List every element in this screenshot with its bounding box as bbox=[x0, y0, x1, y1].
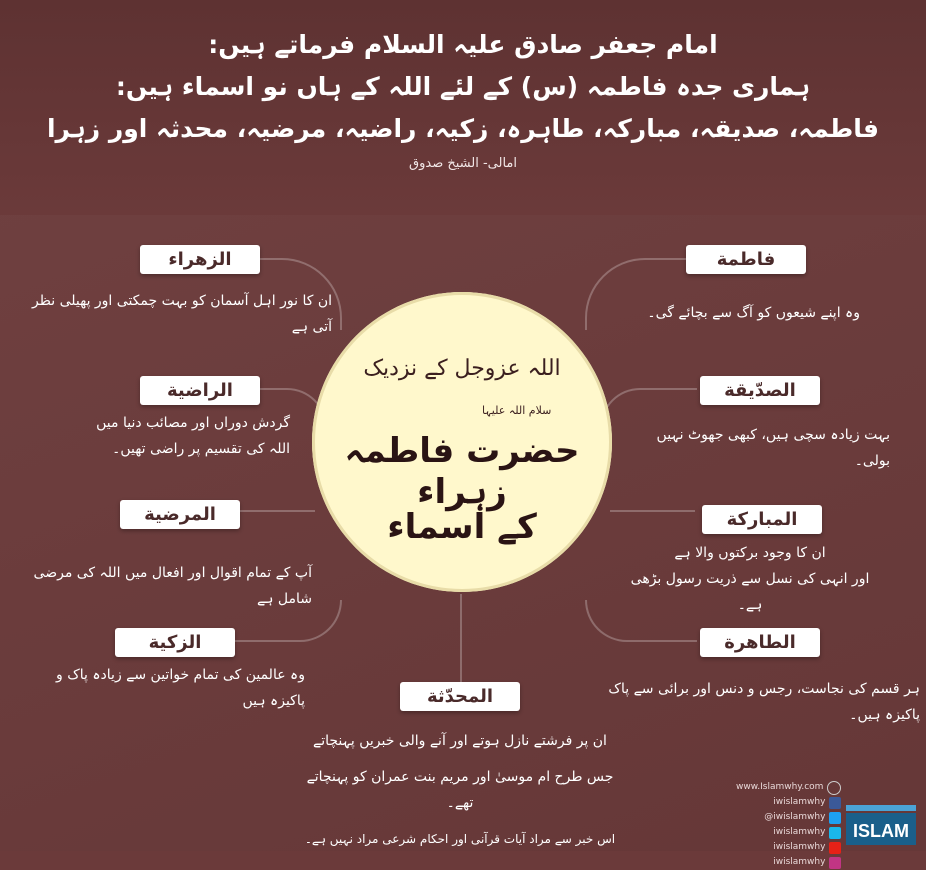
header-line-1: امام جعفر صادق علیہ السلام فرماتے ہیں: bbox=[208, 30, 718, 59]
center-circle bbox=[312, 292, 612, 592]
desc-muhaddatha-line-3: اس خبر سے مراد آیات قرآنی اور احکام شرعی مراد نہیں ہے۔ bbox=[304, 832, 616, 846]
connector-mubaraka bbox=[610, 510, 695, 514]
desc-mubaraka-line-2: اور انہی کی نسل سے ذریت رسول بڑھی ہے۔ bbox=[630, 571, 870, 613]
label-mubaraka: المباركة bbox=[702, 505, 822, 534]
desc-zahra: ان کا نور اہل آسمان کو بہت چمکتی اور پھیلی نظر آتی ہے bbox=[32, 293, 332, 335]
desc-siddiqa: بہت زیادہ سچی ہیں، کبھی جھوٹ نہیں بولی۔ bbox=[656, 427, 890, 469]
footer-socials bbox=[736, 780, 841, 870]
vimeo-handle: iwislamwhy bbox=[773, 827, 826, 837]
facebook-icon bbox=[829, 797, 841, 809]
twitter-handle: @iwislamwhy bbox=[764, 812, 826, 822]
label-zahra: الزهراء bbox=[140, 245, 260, 274]
instagram-icon bbox=[829, 857, 841, 869]
globe-icon bbox=[827, 781, 841, 795]
logo-bar bbox=[846, 805, 916, 811]
footer-youtube[interactable] bbox=[736, 840, 841, 855]
instagram-handle: iwislamwhy bbox=[773, 857, 826, 867]
footer-facebook[interactable] bbox=[736, 795, 841, 810]
facebook-handle: iwislamwhy bbox=[773, 797, 826, 807]
logo-text: ISLAM bbox=[853, 821, 909, 841]
connector-muhaddatha bbox=[460, 594, 464, 684]
desc-fatima: وہ اپنے شیعوں کو آگ سے بچائے گی۔ bbox=[647, 305, 860, 321]
vimeo-icon bbox=[829, 827, 841, 839]
center-subtitle: اللہ عزوجل کے نزدیک bbox=[363, 356, 561, 381]
desc-mubaraka-line-1: ان کا وجود برکتوں والا ہے bbox=[674, 545, 826, 561]
desc-radhiya bbox=[30, 410, 290, 462]
islam-logo bbox=[842, 795, 920, 847]
label-muhaddatha: المحدّثة bbox=[400, 682, 520, 711]
label-radhiya: الراضية bbox=[140, 376, 260, 405]
label-tahira: الطاهرة bbox=[700, 628, 820, 657]
footer-instagram[interactable] bbox=[736, 855, 841, 870]
label-zakiya: الزكية bbox=[115, 628, 235, 657]
twitter-icon bbox=[829, 812, 841, 824]
center-title: حضرت فاطمہ زہراء bbox=[344, 431, 580, 512]
desc-zakiya: وہ عالمین کی تمام خواتین سے زیادہ پاک و پاکیزہ ہیں bbox=[56, 667, 305, 709]
footer-twitter[interactable] bbox=[736, 810, 841, 825]
label-siddiqa: الصدّيقة bbox=[700, 376, 820, 405]
desc-radhiya-line-1: گردش دوراں اور مصائب دنیا میں bbox=[96, 415, 290, 431]
desc-muhaddatha bbox=[300, 728, 620, 852]
footer-vimeo[interactable] bbox=[736, 825, 841, 840]
desc-radhiya-line-2: اللہ کی تقسیم پر راضی تھیں۔ bbox=[112, 441, 290, 457]
header bbox=[0, 24, 926, 171]
footer-website[interactable] bbox=[736, 780, 841, 795]
website-text: www.Islamwhy.com bbox=[736, 782, 824, 792]
reference-text: امالی- الشیخ صدوق bbox=[409, 156, 517, 171]
label-mardhiya: المرضية bbox=[120, 500, 240, 529]
connector-mardhiya bbox=[230, 510, 315, 514]
center-title-2: کے اسماء bbox=[387, 507, 537, 547]
desc-muhaddatha-line-1: ان پر فرشتے نازل ہوتے اور آنے والی خبریں پہنچاتے bbox=[313, 733, 607, 749]
youtube-handle: iwislamwhy bbox=[773, 842, 826, 852]
header-line-3: فاطمہ، صدیقہ، مبارکہ، طاہرہ، زکیہ، راضیہ، مرضیہ، محدثہ اور زہرا bbox=[46, 114, 880, 143]
label-fatima: فاطمة bbox=[686, 245, 806, 274]
desc-tahira: ہر قسم کی نجاست، رجس و دنس اور برائی سے پاک پاکیزہ ہیں۔ bbox=[608, 681, 920, 723]
center-honorific: سلام اللہ علیہا bbox=[482, 404, 552, 417]
header-line-2: ہماری جدہ فاطمہ (س) کے لئے اللہ کے ہاں نو اسماء ہیں: bbox=[115, 72, 811, 101]
desc-mardhiya: آپ کے تمام اقوال اور افعال میں اللہ کی مرضی شامل ہے bbox=[33, 565, 312, 607]
youtube-icon bbox=[829, 842, 841, 854]
desc-mubaraka bbox=[620, 540, 880, 618]
desc-muhaddatha-line-2: جس طرح ام موسیٰ اور مریم بنت عمران کو پہنچاتے تھے۔ bbox=[306, 769, 614, 811]
